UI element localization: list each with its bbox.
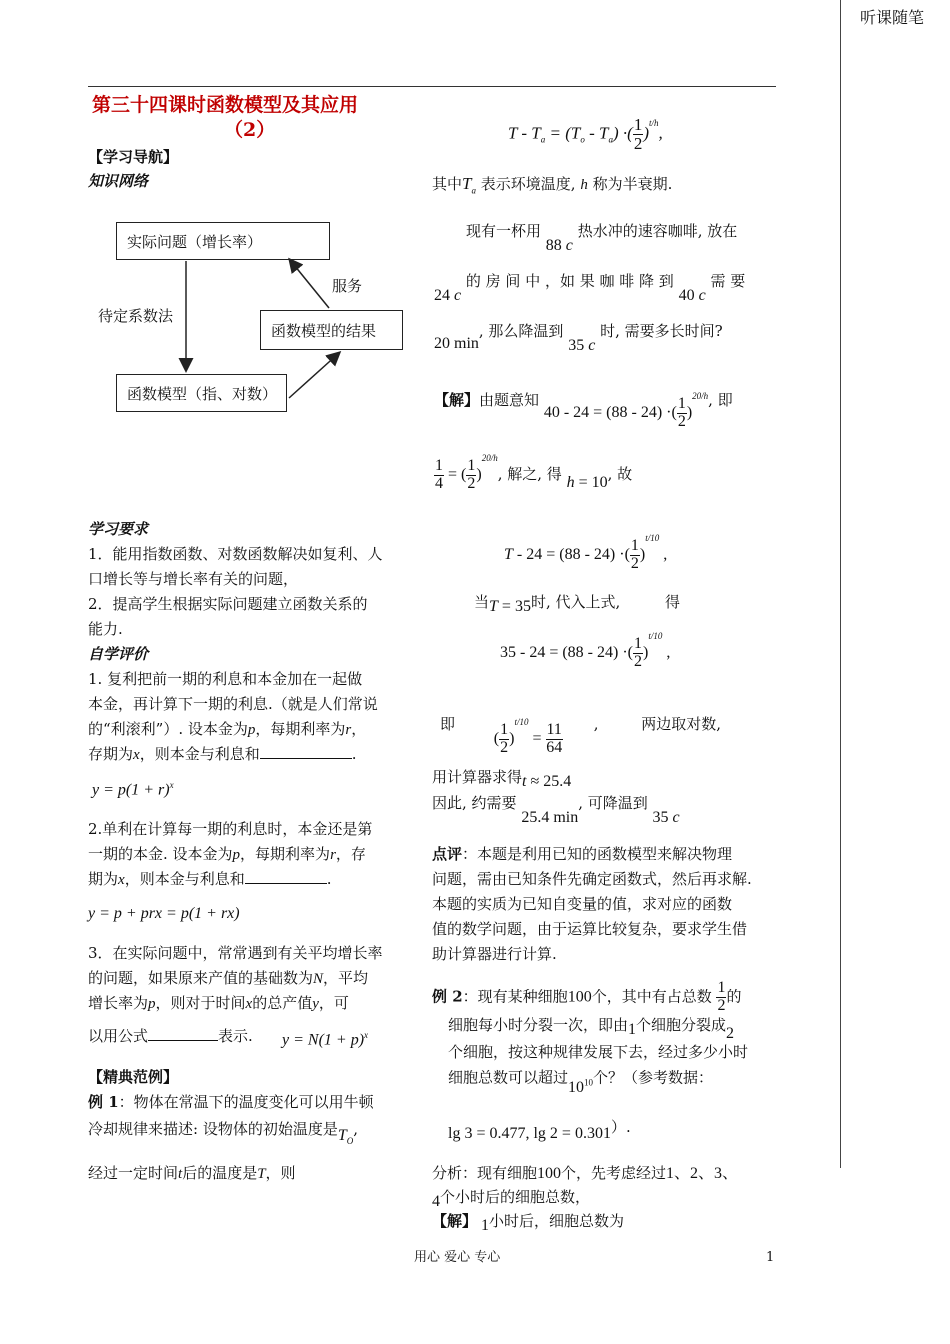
q3-line-d: 以用公式 表示. <box>88 1027 253 1045</box>
ex1-line-a: 例 1：物体在常温下的温度变化可以用牛顿 <box>88 1093 374 1111</box>
q2-answer: y = p + prx = p(1 + rx) <box>88 905 240 922</box>
q2-line-a: 2.单利在计算每一期的利息时，本金还是第 <box>88 820 373 838</box>
diagram-box-model: 函数模型（指、对数） <box>116 374 287 412</box>
comment-line-5: 助计算器进行计算. <box>432 945 557 963</box>
section-network: 知识网络 <box>88 172 149 190</box>
diagram-label-coef: 待定系数法 <box>98 307 174 325</box>
section-requirements: 学习要求 <box>88 520 149 538</box>
ex2-line-3: 个细胞，按这种规律发展下去，经过多少小时 <box>448 1043 749 1061</box>
diagram-box-problem: 实际问题（增长率） <box>116 222 330 260</box>
arrow-model-to-result <box>289 353 339 398</box>
comment-line-4: 值的数学问题，由于运算比较复杂，要求学生借 <box>432 920 748 938</box>
q2-line-c: 期为x，则本金与利息和 . <box>88 870 332 888</box>
req-item-2b: 能力. <box>88 620 123 638</box>
solution-line-1: 【解】由题意知 40 - 24 = (88 - 24) ·( $\frac{1}{2}$ )$^{20/h}$, 即 <box>434 390 733 430</box>
ex2-line-4: 细胞总数可以超过$10^{10}$个？（参考数据： <box>448 1068 714 1097</box>
comment-line-1: 点评：本题是利用已知的函数模型来解决物理 <box>432 845 733 863</box>
answer-blank <box>148 1040 218 1041</box>
solution-line-2: $\frac{1}{4}$ = ( $\frac{1}{2}$ )$^{20/h}$, 解之, 得 h = 10, 故 <box>435 452 633 492</box>
answer-blank <box>260 758 352 759</box>
section-guide: 【学习导航】 <box>88 148 179 166</box>
hence-line: 因此, 约需要 25.4 min, 可降温到 35 c <box>432 794 680 826</box>
problem-line-1: 现有一杯用 88 c 热水冲的速容咖啡, 放在 <box>466 222 738 254</box>
q1-line-c: 的“利滚利”）. 设本金为p，每期利率为r， <box>88 720 367 738</box>
q1-line-d: 存期为x，则本金与利息和 . <box>88 745 357 763</box>
q1-line-b: 本金，再计算下一期的利息.（就是人们常说 <box>88 695 378 713</box>
solution2-line: 【解】 1小时后，细胞总数为 <box>432 1212 625 1234</box>
calc-line: 用计算器求得t ≈ 25.4 <box>432 768 572 790</box>
ex2-line-1: 例 2：现有某种细胞100个，其中有占总数 $\frac{1}{2}$ 的 <box>432 979 742 1014</box>
ex2-line-5: lg 3 = 0.477, lg 2 = 0.301）. <box>448 1118 631 1142</box>
problem-line-2: 24 c 的 房 间 中 ，如 果 咖 啡 降 到 40 c 需 要 <box>434 272 746 304</box>
ex1-line-b: 冷却规律来描述: 设物体的初始温度是$T_O$, <box>88 1120 359 1147</box>
margin-note: 听课随笔 <box>860 8 925 27</box>
q3-line-a: 3．在实际问题中，常常遇到有关平均增长率 <box>88 944 383 962</box>
footer-page-number: 1 <box>766 1250 775 1265</box>
page-title-number: （2） <box>224 119 276 141</box>
comment-line-3: 本题的实质为已知自变量的值，求对应的函数 <box>432 895 733 913</box>
footer-motto: 用心 爱心 专心 <box>414 1250 501 1265</box>
arrow-result-to-problem <box>290 260 329 308</box>
formula-newton: $T - T_a = (T_o - T_a)$ ·( $\frac{1}{2}$ )$^{t/h}$, <box>508 115 663 153</box>
comment-line-2: 问题，需由已知条件先确定函数式，然后再求解. <box>432 870 752 888</box>
when-line: 当T = 35时, 代入上式, 得 <box>474 593 681 615</box>
answer-blank <box>245 883 327 884</box>
req-item-1a: 1．能用指数函数、对数函数解决如复利、人 <box>88 545 383 563</box>
formula-cooling: T - 24 = (88 - 24) ·( $\frac{1}{2}$ )$^{t/10}$ , <box>504 532 668 572</box>
formula-substituted: 35 - 24 = (88 - 24) ·( $\frac{1}{2}$ )$^{t/10}$ , <box>500 630 671 670</box>
where-line: 其中$T_a$ 表示环境温度, h 称为半衰期. <box>432 174 673 196</box>
section-self-eval: 自学评价 <box>88 645 149 663</box>
diagram-box-result: 函数模型的结果 <box>260 310 403 350</box>
req-item-1b: 口增长等与增长率有关的问题， <box>88 570 299 588</box>
req-item-2a: 2．提高学生根据实际问题建立函数关系的 <box>88 595 368 613</box>
q1-answer: $y = p(1 + r)^x$ <box>92 780 174 799</box>
section-examples: 【精典范例】 <box>88 1068 179 1086</box>
ex1-line-c: 经过一定时间t后的温度是T，则 <box>88 1164 296 1182</box>
q3-line-c: 增长率为p，则对于时间x的总产值y，可 <box>88 994 349 1012</box>
analysis-line-1: 分析：现有细胞100个，先考虑经过1、2、3、 <box>432 1164 739 1182</box>
q2-line-b: 一期的本金. 设本金为p，每期利率为r，存 <box>88 845 366 863</box>
ji-line: 即 ( $\frac{1}{2}$ )$^{t/10}$ = $\frac{11}{64}$ , 两边取对数, <box>440 714 722 756</box>
page-title: 第三十四课时函数模型及其应用 <box>92 94 359 116</box>
q3-line-b: 的问题，如果原来产值的基础数为N，平均 <box>88 969 369 987</box>
q1-line-a: 1. 复利把前一期的利息和本金加在一起做 <box>88 670 363 688</box>
diagram-label-service: 服务 <box>332 277 363 295</box>
q3-answer: $y = N(1 + p)^x$ <box>282 1030 369 1049</box>
analysis-line-2: 4个小时后的细胞总数， <box>432 1188 591 1210</box>
ex2-line-2: 细胞每小时分裂一次，即由1个细胞分裂成2 <box>448 1016 735 1042</box>
problem-line-3: 20 min, 那么降温到 35 c 时, 需要多长时间? <box>434 322 723 354</box>
